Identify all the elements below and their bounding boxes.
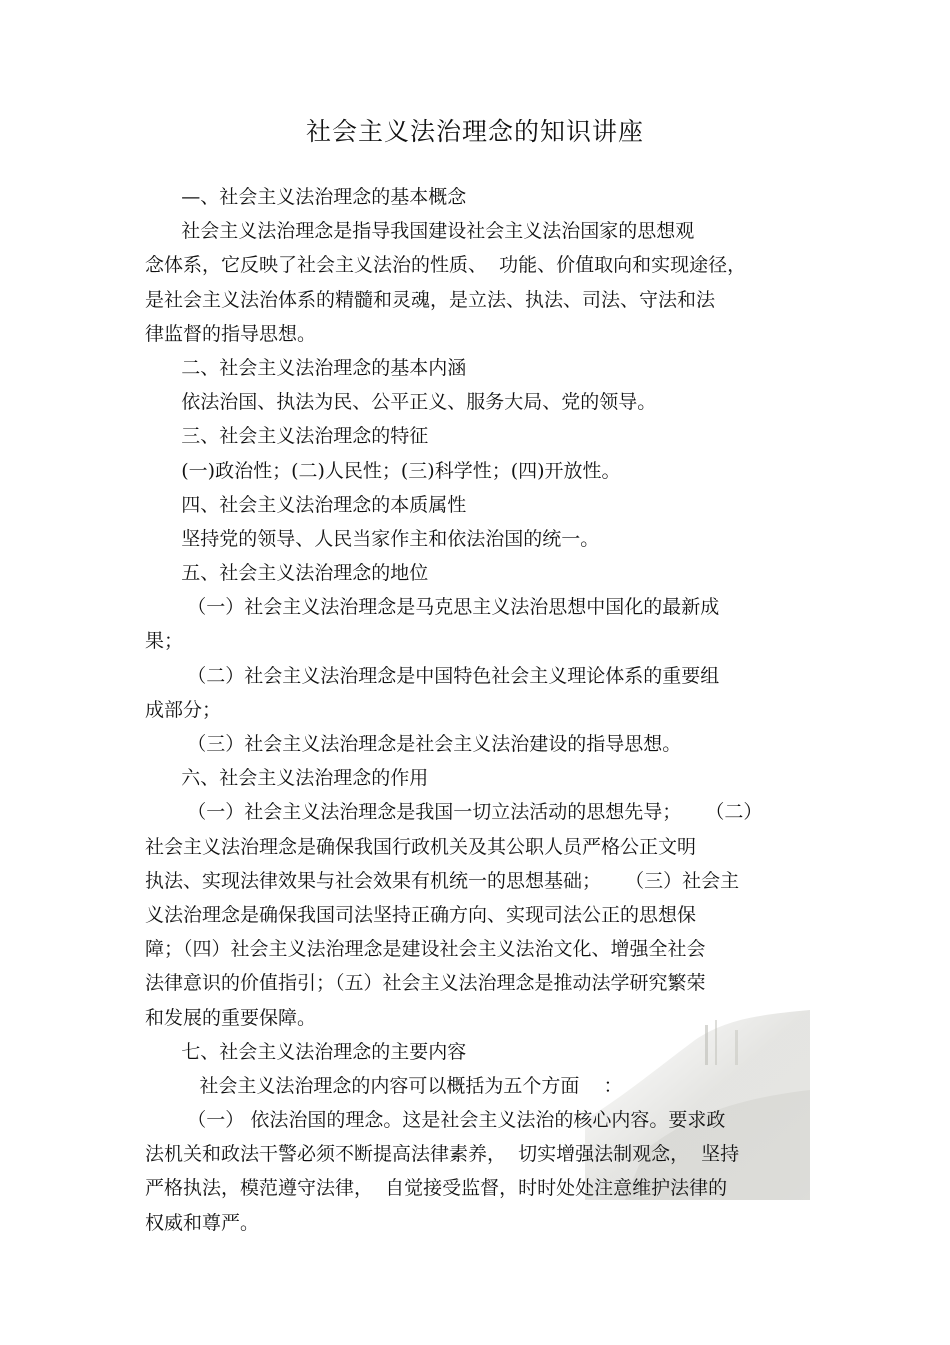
text-line: (一)政治性；(二)人民性；(三)科学性；(四)开放性。 xyxy=(145,459,621,482)
text-line: 社会主义法治理念是确保我国行政机关及其公职人员严格公正文明 xyxy=(145,835,697,858)
text-line: 社会主义法治理念是指导我国建设社会主义法治国家的思想观 xyxy=(145,220,695,243)
text-line: 执法、实现法律效果与社会效果有机统一的思想基础； （三）社会主 xyxy=(145,869,740,892)
text-line: （一）社会主义法治理念是马克思主义法治思想中国化的最新成 xyxy=(145,596,720,619)
text-line: 律监督的指导思想。 xyxy=(145,322,317,345)
text-line: 三、社会主义法治理念的特征 xyxy=(145,425,429,448)
text-line: （二）社会主义法治理念是中国特色社会主义理论体系的重要组 xyxy=(145,664,720,687)
text-line: 法机关和政法干警必须不断提高法律素养， 切实增强法制观念， 坚持 xyxy=(145,1143,740,1166)
text-line: 严格执法，模范遵守法律， 自觉接受监督，时时处处注意维护法律的 xyxy=(145,1177,728,1200)
text-line: 坚持党的领导、人民当家作主和依法治国的统一。 xyxy=(145,527,600,550)
text-line: 七、社会主义法治理念的主要内容 xyxy=(145,1040,467,1063)
text-line: —、社会主义法治理念的基本概念 xyxy=(145,186,467,208)
text-line: 是社会主义法治体系的精髓和灵魂，是立法、执法、司法、守法和法 xyxy=(145,288,716,311)
document-body xyxy=(145,180,810,1240)
text-line: 和发展的重要保障。 xyxy=(145,1006,317,1029)
document-title: 社会主义法治理念的知识讲座 xyxy=(305,117,644,146)
text-line: 果； xyxy=(145,630,184,653)
text-line: 障；（四）社会主义法治理念是建设社会主义法治文化、增强全社会 xyxy=(145,938,706,961)
text-line: 权威和尊严。 xyxy=(145,1211,260,1234)
text-line: 法律意识的价值指引；（五）社会主义法治理念是推动法学研究繁荣 xyxy=(145,972,706,995)
text-line: 二、社会主义法治理念的基本内涵 xyxy=(145,356,467,379)
text-line: 义法治理念是确保我国司法坚持正确方向、实现司法公正的思想保 xyxy=(145,903,697,926)
text-line: 社会主义法治理念的内容可以概括为五个方面 ： xyxy=(145,1074,623,1097)
text-line: 四、社会主义法治理念的本质属性 xyxy=(145,493,467,516)
text-line: 五、社会主义法治理念的地位 xyxy=(145,562,429,585)
text-line: 六、社会主义法治理念的作用 xyxy=(145,767,429,790)
text-line: 念体系，它反映了社会主义法治的性质、 功能、价值取向和实现途径， xyxy=(145,254,747,277)
text-line: （一）社会主义法治理念是我国一切立法活动的思想先导； （二） xyxy=(145,801,763,824)
text-line: （一） 依法治国的理念。这是社会主义法治的核心内容。要求政 xyxy=(145,1109,726,1132)
text-line: （三）社会主义法治理念是社会主义法治建设的指导思想。 xyxy=(145,733,682,755)
text-line: 成部分； xyxy=(145,698,222,721)
text-line: 依法治国、执法为民、公平正义、服务大局、党的领导。 xyxy=(145,391,657,414)
